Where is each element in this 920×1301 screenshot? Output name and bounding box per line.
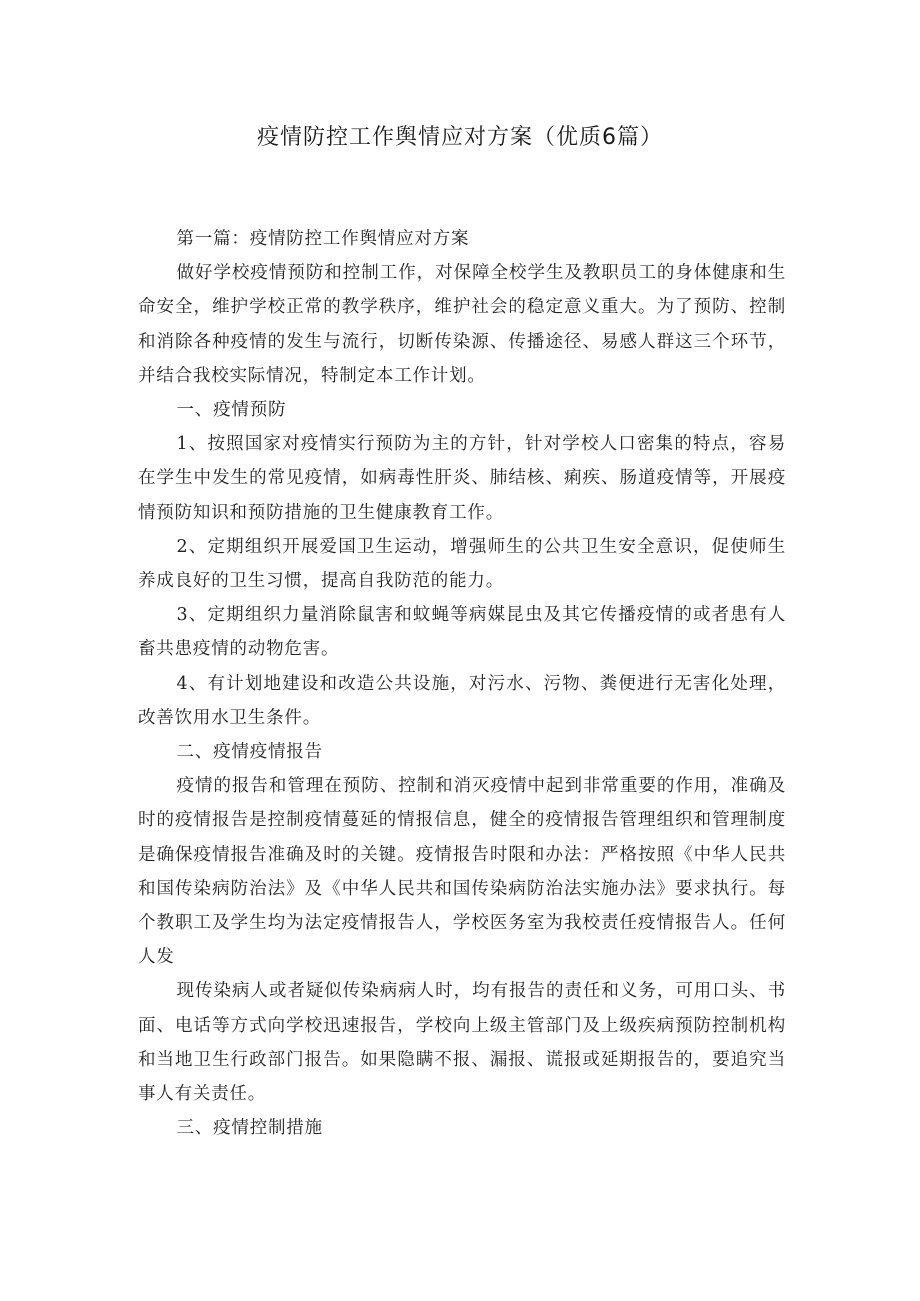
paragraph-intro: 做好学校疫情预防和控制工作，对保障全校学生及教职员工的身体健康和生命安全，维护学校正常的教学秩序，维护社会的稳定意义重大。为了预防、控制和消除各种疫情的发生与流行，切断传染源、传播途径、易感人群这三个环节，并结合我校实际情况，特制定本工作计划。 <box>138 263 786 386</box>
section-heading-report: 二、疫情疫情报告 <box>176 742 323 763</box>
paragraph-prevention-3: 3、定期组织力量消除鼠害和蚊蝇等病媒昆虫及其它传播疫情的或者患有人畜共患疫情的动物危害。 <box>138 605 786 660</box>
section-heading-control: 三、疫情控制措施 <box>176 1118 323 1139</box>
section-heading-part-one: 第一篇：疫情防控工作舆情应对方案 <box>176 229 470 249</box>
document-title: 疫情防控工作舆情应对方案（优质6篇） <box>257 125 663 150</box>
paragraph-prevention-4: 4、有计划地建设和改造公共设施，对污水、污物、粪便进行无害化处理，改善饮用水卫生条件。 <box>138 673 786 728</box>
paragraph-report-1: 疫情的报告和管理在预防、控制和消灭疫情中起到非常重要的作用，准确及时的疫情报告是控制疫情蔓延的情报信息，健全的疫情报告管理组织和管理制度是确保疫情报告准确及时的关键。疫情报告时限和办法：严格按照《中华人民共和国传染病防治法》及《中华人民共和国传染病防治法实施办法》要求执行。每个教职工及学生均为法定疫情报告人，学校医务室为我校责任疫情报告人。任何人发 <box>138 776 786 968</box>
document-body <box>138 222 786 1145</box>
paragraph-prevention-2: 2、定期组织开展爱国卫生运动，增强师生的公共卫生安全意识，促使师生养成良好的卫生习惯，提高自我防范的能力。 <box>138 536 786 592</box>
section-heading-prevention: 一、疫情预防 <box>176 400 287 421</box>
paragraph-prevention-1: 1、按照国家对疫情实行预防为主的方针，针对学校人口密集的特点，容易在学生中发生的常见疫情，如病毒性肝炎、肺结核、痢疾、肠道疫情等，开展疫情预防知识和预防措施的卫生健康教育工作。 <box>138 434 786 523</box>
paragraph-report-2: 现传染病人或者疑似传染病病人时，均有报告的责任和义务，可用口头、书面、电话等方式向学校迅速报告，学校向上级主管部门及上级疾病预防控制机构和当地卫生行政部门报告。如果隐瞒不报、漏报、谎报或延期报告的，要追究当事人有关责任。 <box>138 981 786 1105</box>
